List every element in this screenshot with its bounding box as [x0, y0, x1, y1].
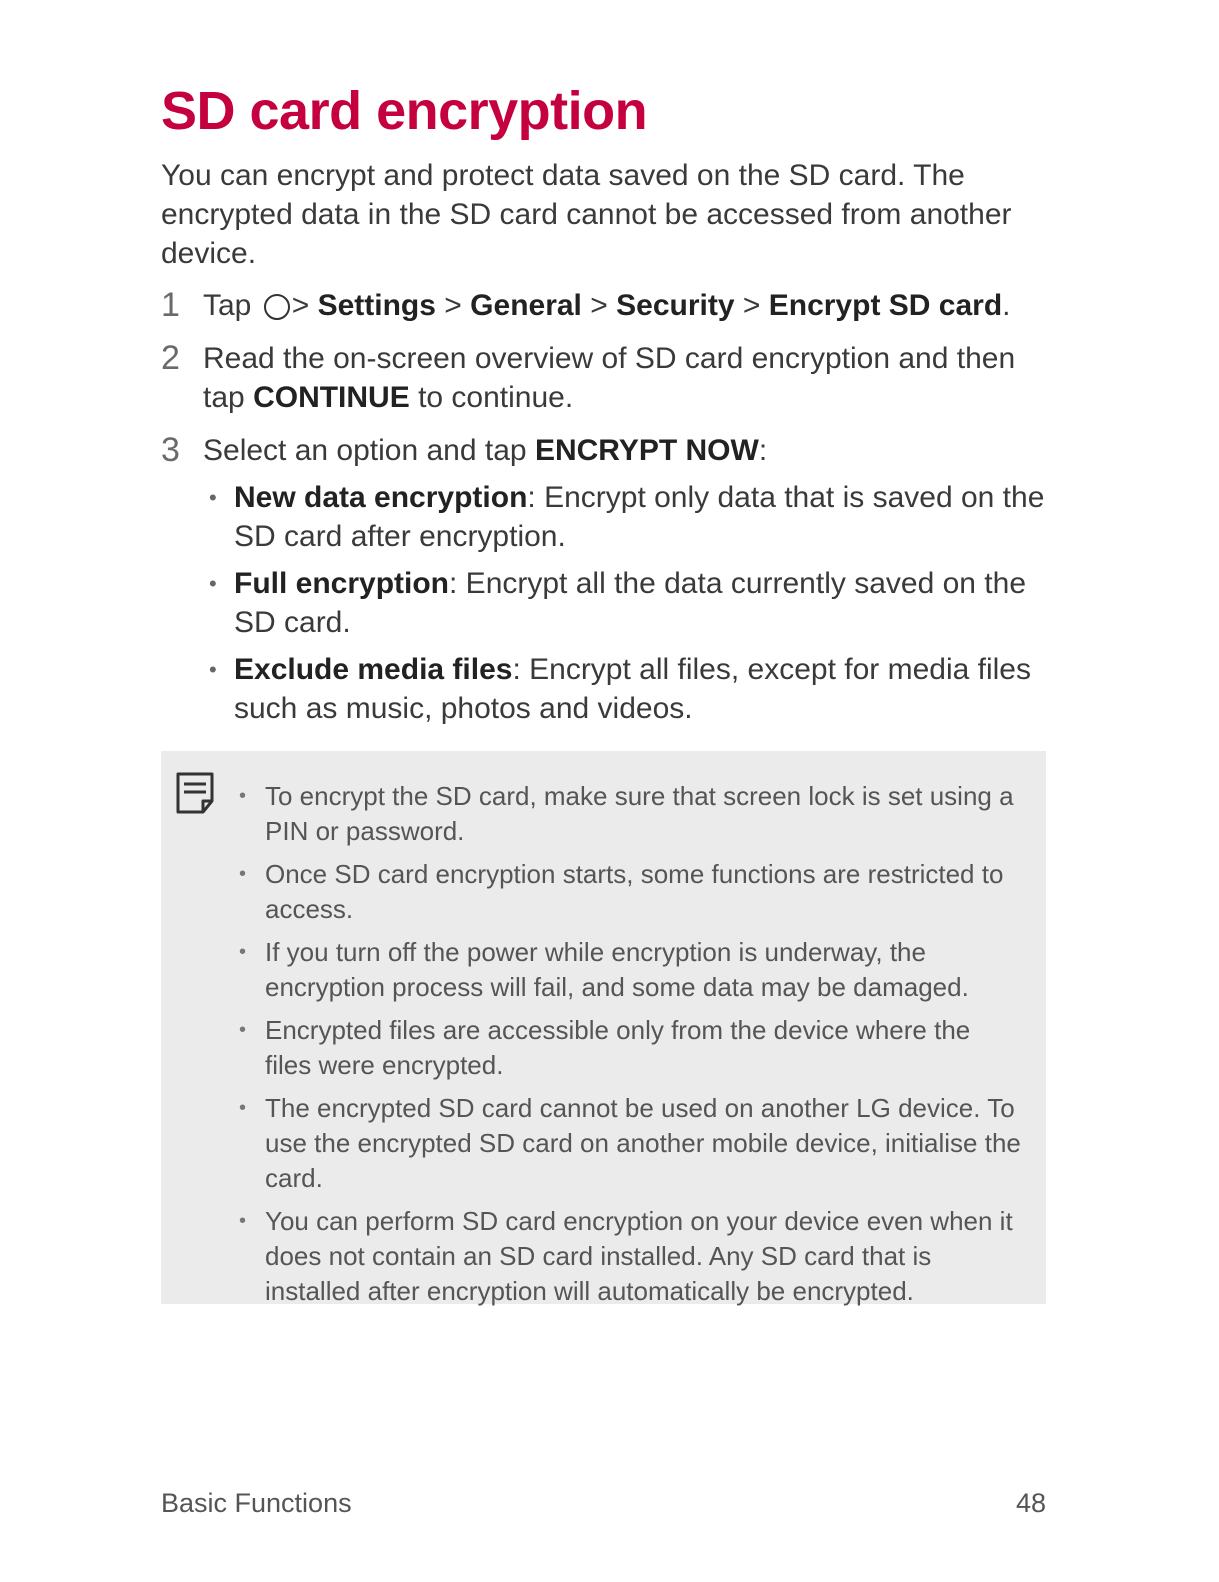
option-exclude-media-files [203, 650, 1046, 728]
path-separator: > [444, 289, 462, 322]
note-list [237, 779, 1022, 1309]
step-3-colon: : [758, 434, 768, 467]
note-item: • To encrypt the SD card, make sure that screen lock is set using a PIN or password. [237, 779, 1022, 849]
path-separator: > [590, 289, 608, 322]
steps-list [161, 286, 1046, 736]
option-new-data-encryption [203, 478, 1046, 556]
note-item: • You can perform SD card encryption on your device even when it does not contain an SD card installed. Any SD card that is installed after encryption will automatically be encrypted. [237, 1204, 1022, 1309]
option-name: New data encryption [234, 481, 528, 514]
footer-section: Basic Functions [161, 1488, 352, 1518]
note-item: • Once SD card encryption starts, some functions are restricted to access. [237, 857, 1022, 927]
step-2 [161, 339, 1046, 417]
option-desc: : Encrypt only data that is saved on the SD card after encryption. [234, 481, 1045, 553]
step-2-text: Read the on-screen overview of SD card encryption and then tap [203, 342, 1016, 414]
continue-label: CONTINUE [253, 381, 410, 414]
page-number: 48 [1015, 1488, 1046, 1518]
encryption-options [203, 478, 1046, 728]
step-3-text: Select an option and tap [203, 434, 527, 467]
note-box [161, 751, 1046, 1304]
step-number: 2 [161, 339, 180, 377]
step-number: 1 [161, 286, 180, 324]
path-separator: > [291, 289, 310, 322]
option-name: Full encryption [234, 567, 450, 600]
path-settings: Settings [317, 289, 436, 322]
step-3 [161, 431, 1046, 728]
note-item: • If you turn off the power while encryption is underway, the encryption process will fail, and some data may be damaged. [237, 935, 1022, 1005]
home-circle-icon [264, 294, 290, 320]
step-1-tap-text: Tap [203, 289, 252, 322]
step-1-end: . [1002, 289, 1011, 322]
note-icon [175, 771, 215, 815]
intro-paragraph: You can encrypt and protect data saved on the SD card. The encrypted data in the SD card cannot be accessed from another device. [161, 159, 1012, 270]
encrypt-now-label: ENCRYPT NOW [534, 434, 759, 467]
step-2-text-after: to continue. [418, 381, 574, 414]
path-general: General [470, 289, 582, 322]
path-separator: > [742, 289, 761, 322]
step-number: 3 [161, 431, 180, 469]
path-encrypt-sd-card: Encrypt SD card [768, 289, 1003, 322]
option-desc: : Encrypt all the data currently saved on the SD card. [234, 567, 1027, 639]
path-security: Security [616, 289, 735, 322]
note-item: • Encrypted files are accessible only from the device where the files were encrypted. [237, 1013, 1022, 1083]
option-full-encryption [203, 564, 1046, 642]
option-desc: : Encrypt all files, except for media files such as music, photos and videos. [234, 653, 1031, 725]
step-1 [161, 286, 1046, 325]
page-title: SD card encryption [161, 81, 648, 141]
note-item: • The encrypted SD card cannot be used on another LG device. To use the encrypted SD card on another mobile device, initialise the card. [237, 1091, 1022, 1196]
option-name: Exclude media files [234, 653, 513, 686]
